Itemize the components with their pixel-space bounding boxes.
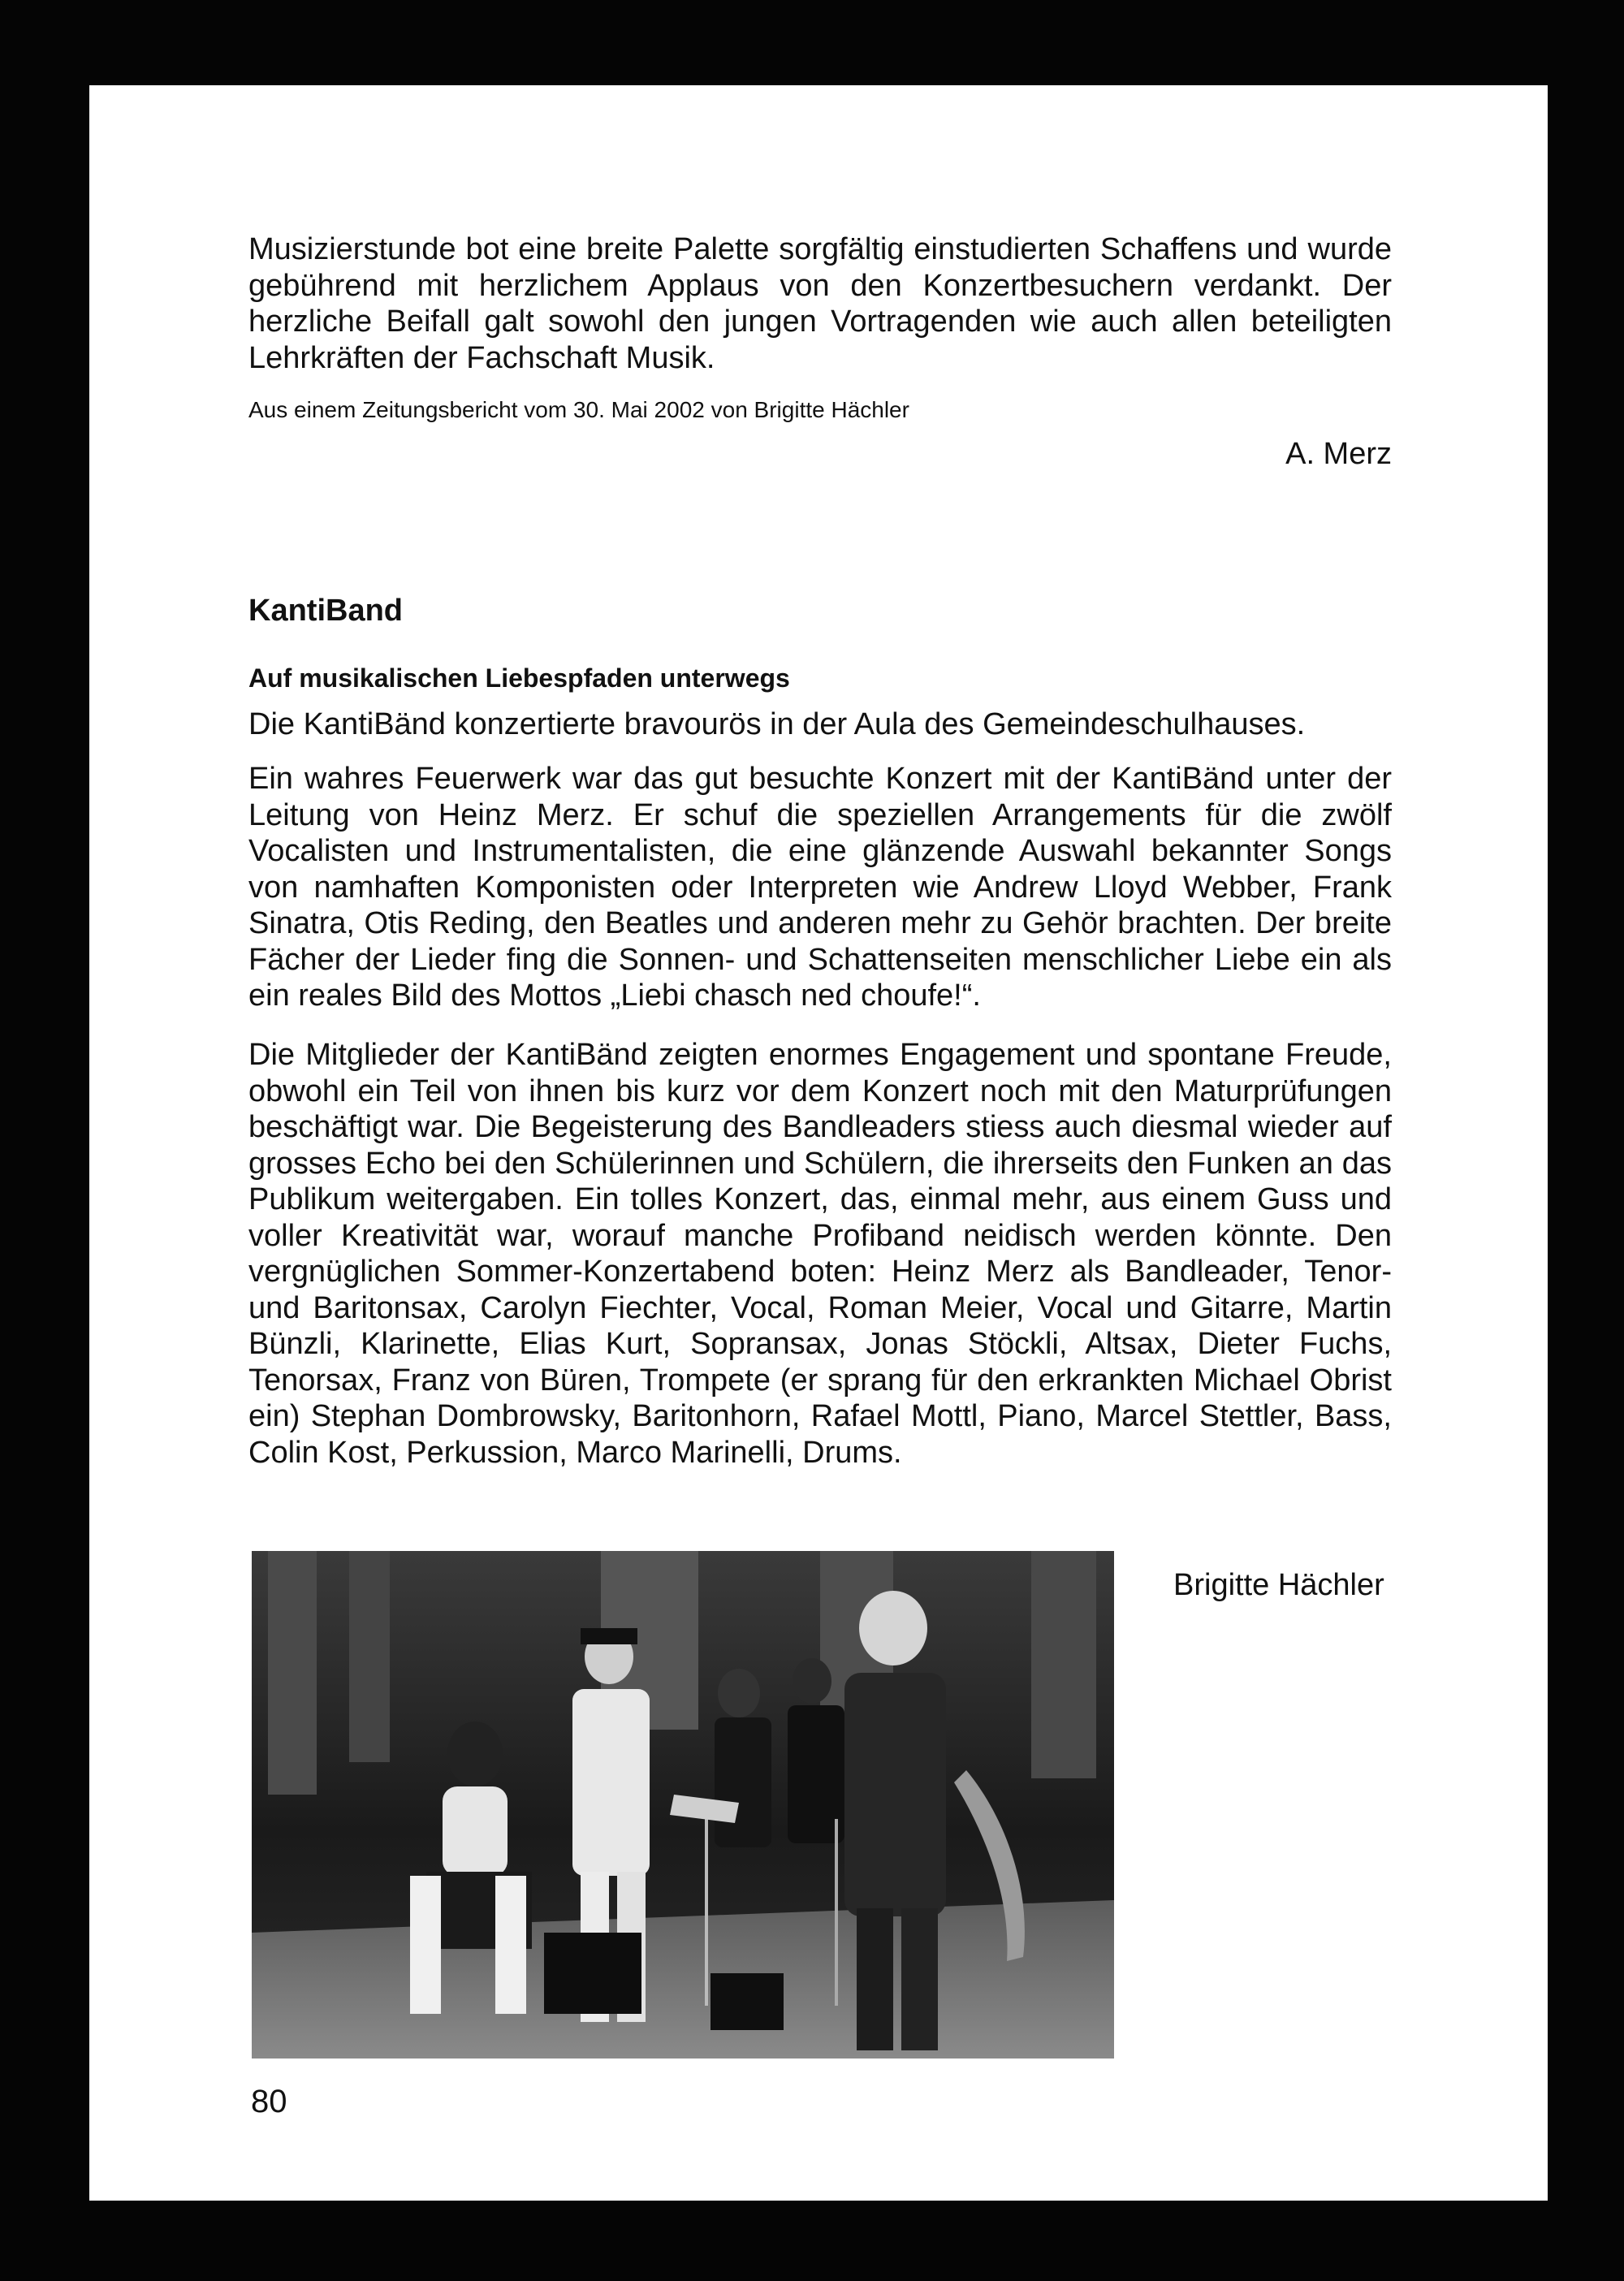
signature-author: A. Merz: [1285, 437, 1392, 471]
document-page: [89, 85, 1548, 2201]
section-heading: KantiBand: [248, 594, 403, 628]
intro-text: Musizierstunde bot eine breite Palette sorgfältig einstudierten Schaffens und wurde gebührend mit herzlichem Applaus von den Konzertbesuchern verdankt. Der herzliche Beifall galt sowohl den jungen Vortragenden wie auch allen beteiligten Lehrkräften der Fachschaft Musik.: [248, 232, 1392, 375]
band-photo-image: [252, 1551, 1114, 2059]
article-paragraph-1: [248, 761, 1392, 1014]
photo-credit: Brigitte Hächler: [1173, 1568, 1384, 1602]
page-number: 80: [251, 2084, 287, 2119]
source-note: Aus einem Zeitungsbericht vom 30. Mai 2002 von Brigitte Hächler: [248, 397, 909, 422]
article-paragraph-1-text: Ein wahres Feuerwerk war das gut besuchte Konzert mit der KantiBänd unter der Leitung von Heinz Merz. Er schuf die speziellen Arrangements für die zwölf Vocalisten und Instrumentalisten, die eine glänzende Auswahl bekannter Songs von namhaften Komponisten oder Interpreten wie Andrew Lloyd Webber, Frank Sinatra, Otis Reding, den Beatles und anderen mehr zu Gehör brachten. Der breite Fächer der Lieder fing die Sonnen- und Schattenseiten menschlicher Liebe ein als ein reales Bild des Mottos „Liebi chasch ned choufe!“.: [248, 762, 1392, 1013]
section-subheading: Auf musikalischen Liebespfaden unterwegs: [248, 663, 790, 693]
intro-paragraph: [248, 231, 1392, 376]
lead-sentence: Die KantiBänd konzertierte bravourös in der Aula des Gemeindeschulhauses.: [248, 707, 1306, 741]
article-paragraph-2-text: Die Mitglieder der KantiBänd zeigten enormes Engagement und spontane Freude, obwohl ein Teil von ihnen bis kurz vor dem Konzert noch mit den Maturprüfungen beschäftigt war. Die Begeisterung des Bandleaders stiess auch diesmal wieder auf grosses Echo bei den Schülerinnen und Schülern, die ihrerseits den Funken an das Publikum weitergaben. Ein tolles Konzert, das, einmal mehr, aus einem Guss und voller Kreativität war, worauf manche Profiband neidisch werden könnte. Den vergnüglichen Sommer-Konzertabend boten: Heinz Merz als Bandleader, Tenor- und Baritonsax, Carolyn Fiechter, Vocal, Roman Meier, Vocal und Gitarre, Martin Bünzli, Klarinette, Elias Kurt, Sopransax, Jonas Stöckli, Altsax, Dieter Fuchs, Tenorsax, Franz von Büren, Trompete (er sprang für den erkrankten Michael Obrist ein) Stephan Dombrowsky, Baritonhorn, Rafael Mottl, Piano, Marcel Stettler, Bass, Colin Kost, Perkussion, Marco Marinelli, Drums.: [248, 1038, 1392, 1470]
article-paragraph-2: [248, 1037, 1392, 1471]
band-photo: [252, 1551, 1114, 2059]
